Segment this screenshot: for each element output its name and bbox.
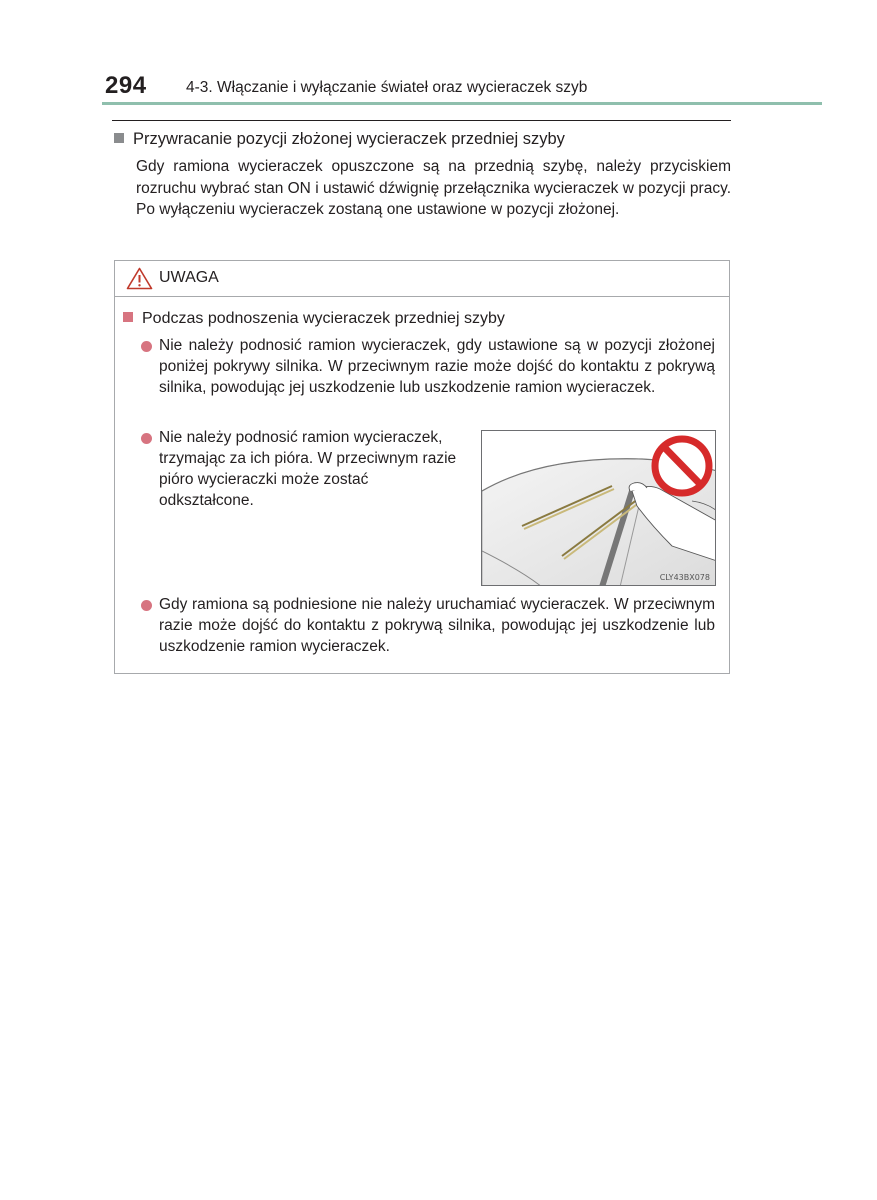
bullet-text: Nie należy podnosić ramion wycieraczek, trzymając za ich pióra. W przeciwnym razie pióro wycieraczki może zostać odkształcone.: [159, 429, 457, 509]
bullet-dot-icon: [141, 600, 152, 611]
warning-subheading: [123, 310, 505, 328]
section-heading-text: Przywracanie pozycji złożonej wycieraczek przedniej szyby: [133, 130, 565, 148]
section-heading: [114, 130, 565, 149]
bullet-dot-icon: [141, 433, 152, 444]
illustration-code: CLY43BX078: [659, 573, 710, 582]
bullet-text: Gdy ramiona są podniesione nie należy uruchamiać wycieraczek. W przeciwnym razie może dojść do kontaktu z pokrywą silnika, powodując jej uszkodzenie lub uszkodzenie ramion wycieraczek.: [159, 596, 715, 655]
header-rule: [102, 102, 822, 105]
wiper-drawing: [482, 431, 716, 586]
warning-header: [115, 261, 729, 297]
bullet-dot-icon: [141, 341, 152, 352]
warning-bullet: [141, 427, 465, 511]
warning-title: UWAGA: [159, 269, 219, 286]
warning-bullet: [141, 335, 715, 398]
section-body: Gdy ramiona wycieraczek opuszczone są na przednią szybę, należy przyciskiem rozruchu wybrać stan ON i ustawić dźwignię przełącznika wycieraczek w pozycji pracy. Po wyłączeniu wycieraczek zostaną one ustawione w pozycji złożonej.: [136, 158, 731, 218]
chapter-title: 4-3. Włączanie i wyłączanie świateł oraz wycieraczek szyb: [186, 79, 588, 96]
page-number: 294: [105, 72, 147, 99]
prohibition-icon: [655, 439, 709, 493]
warning-box: [114, 260, 730, 674]
warning-bullet: [141, 594, 715, 657]
warning-triangle-icon: [126, 267, 153, 290]
wiper-illustration: [481, 430, 716, 586]
bullet-text: Nie należy podnosić ramion wycieraczek, gdy ustawione są w pozycji złożonej poniżej pokrywy silnika. W przeciwnym razie może dojść do kontaktu z pokrywą silnika, powodując jej uszkodzenie lub uszkodzenie ramion wycieraczek.: [159, 337, 715, 396]
subheading-square-icon: [123, 312, 133, 322]
warning-subheading-text: Podczas podnoszenia wycieraczek przedniej szyby: [142, 310, 505, 327]
heading-square-icon: [114, 133, 124, 143]
section-divider: [112, 120, 731, 121]
